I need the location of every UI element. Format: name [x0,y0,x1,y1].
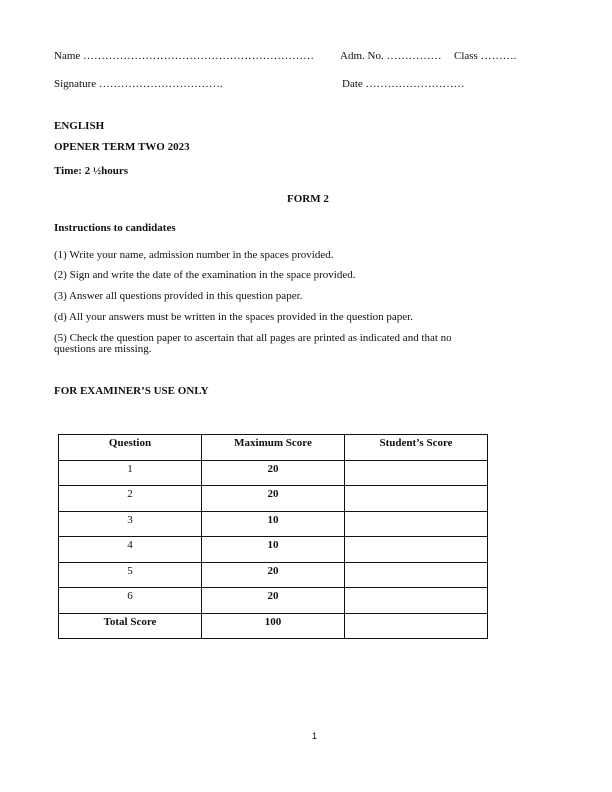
question-number: 6 [59,588,202,614]
student-score-cell[interactable] [345,460,488,486]
score-table [58,434,488,639]
student-score-cell[interactable] [345,562,488,588]
instruction-item: (1) Write your name, admission number in the spaces provided. [54,249,334,261]
page-number: 1 [312,731,318,741]
signature-field[interactable]: Signature ……………………………. [54,78,223,90]
question-number: 4 [59,537,202,563]
table-row [59,460,488,486]
question-number: 2 [59,486,202,512]
total-maximum-score: 100 [202,613,345,639]
header-students-score: Student’s Score [345,435,488,461]
table-row [59,537,488,563]
instruction-item: (d) All your answers must be written in the spaces provided in the question paper. [54,311,413,323]
student-score-cell[interactable] [345,511,488,537]
table-row [59,562,488,588]
total-student-score-cell[interactable] [345,613,488,639]
form-label: FORM 2 [287,193,329,205]
instruction-item-continued: questions are missing. [54,343,152,355]
student-score-cell[interactable] [345,486,488,512]
header-question: Question [59,435,202,461]
total-label: Total Score [59,613,202,639]
instruction-item: (5) Check the question paper to ascertain that all pages are printed as indicated and that no [54,332,452,344]
total-row [59,613,488,639]
instruction-item: (2) Sign and write the date of the examination in the space provided. [54,269,356,281]
maximum-score: 10 [202,537,345,563]
maximum-score: 20 [202,486,345,512]
adm-no-field[interactable]: Adm. No. …………… [340,50,442,62]
question-number: 5 [59,562,202,588]
maximum-score: 20 [202,562,345,588]
examiner-section-title: FOR EXAMINER’S USE ONLY [54,385,209,397]
table-header-row [59,435,488,461]
header-maximum-score: Maximum Score [202,435,345,461]
student-score-cell[interactable] [345,537,488,563]
question-number: 1 [59,460,202,486]
name-field[interactable]: Name ……………………………………………………… [54,50,315,62]
class-field[interactable]: Class ………. [454,50,517,62]
table-row [59,511,488,537]
instruction-item: (3) Answer all questions provided in this question paper. [54,290,303,302]
maximum-score: 20 [202,588,345,614]
exam-title: OPENER TERM TWO 2023 [54,141,190,153]
table-row [59,588,488,614]
date-field[interactable]: Date ……………………… [342,78,465,90]
question-number: 3 [59,511,202,537]
maximum-score: 20 [202,460,345,486]
student-score-cell[interactable] [345,588,488,614]
table-row [59,486,488,512]
instructions-title: Instructions to candidates [54,222,176,234]
time-allowed: Time: 2 ½hours [54,165,129,177]
subject-title: ENGLISH [54,120,105,132]
maximum-score: 10 [202,511,345,537]
